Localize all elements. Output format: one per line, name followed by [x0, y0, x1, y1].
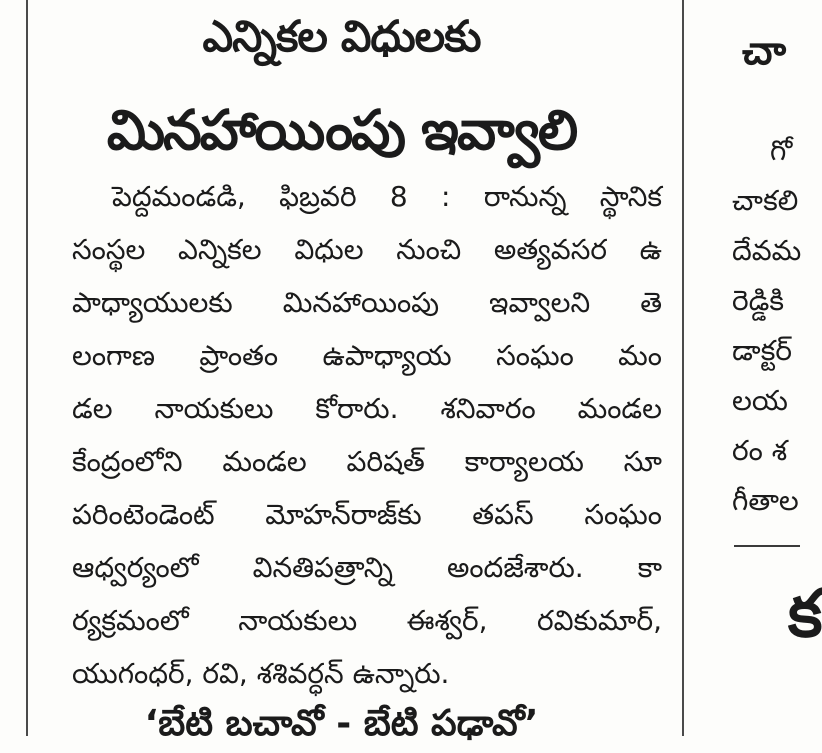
next-article-headline: ‘బేటి బచావో - బేటి పఢావో’: [144, 703, 539, 744]
body-line: పాధ్యాయులకు మినహాయింపు ఇవ్వాలని తె: [72, 286, 662, 319]
body-line: ర్యక్రమంలో నాయకులు ఈశ్వర్, రవికుమార్,: [72, 604, 662, 637]
right-next-headline: క: [788, 575, 822, 652]
right-body-line: దేవమ: [732, 234, 802, 267]
column-divider-left: [26, 0, 28, 736]
body-line: డల నాయకులు కోరారు. శనివారం మండల: [72, 392, 662, 425]
body-line: లంగాణ ప్రాంతం ఉపాధ్యాయ సంఘం మం: [72, 339, 662, 372]
article-kicker: ఎన్నికల విధులకు: [202, 12, 481, 62]
right-article: [700, 0, 822, 736]
right-body-line: రం శ: [732, 434, 788, 467]
right-article-separator: [734, 545, 800, 547]
column-divider: [682, 0, 684, 736]
right-article-title: చా: [742, 28, 787, 74]
right-body-line: చాకలి: [732, 184, 799, 217]
body-line: ఆధ్వర్యంలో వినతిపత్రాన్ని అందజేశారు. కా: [72, 551, 662, 584]
article-headline: మినహాయింపు ఇవ్వాలి: [106, 98, 577, 162]
body-line: పరింటెండెంట్ మోహన్‌రాజ్‌కు తపస్ సంఘం: [72, 498, 662, 531]
right-body-line: గో: [770, 134, 793, 167]
body-line: కేంద్రంలోని మండల పరిషత్ కార్యాలయ సూ: [72, 445, 662, 478]
article-body: [72, 170, 662, 700]
right-body-line: లయ: [732, 384, 788, 417]
right-article-body: [732, 126, 801, 526]
right-body-line: గీతాల: [732, 484, 799, 517]
body-line: పెద్దమండడి, ఫిబ్రవరి 8 : రానున్న స్థానిక: [112, 180, 662, 213]
right-body-line: డాక్టర్: [732, 334, 792, 367]
body-line: యుగంధర్, రవి, శశివర్ధన్ ఉన్నారు.: [72, 657, 450, 690]
right-body-line: రెడ్డికి: [732, 284, 784, 317]
body-line: సంస్థల ఎన్నికల విధుల నుంచి అత్యవసర ఉ: [72, 233, 662, 266]
